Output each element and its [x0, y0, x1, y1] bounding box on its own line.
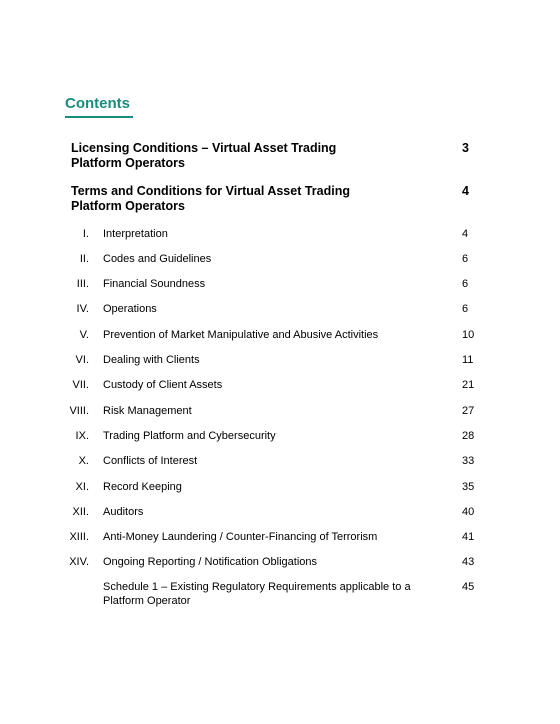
- heading-underline: [65, 116, 133, 118]
- toc-entry[interactable]: [0, 480, 560, 494]
- toc-entry-title: Record Keeping: [103, 481, 182, 493]
- toc-entry-number: IV.: [76, 303, 89, 315]
- toc-entry-title: Operations: [103, 303, 157, 315]
- contents-heading: Contents: [65, 95, 130, 112]
- toc-entry-title: Risk Management: [103, 405, 192, 417]
- toc-entry-number: I.: [82, 228, 89, 240]
- toc-entry-number: VII.: [72, 379, 89, 391]
- toc-entry-title: Trading Platform and Cybersecurity: [103, 430, 276, 442]
- toc-entry-page: 10: [462, 329, 475, 341]
- toc-entry-page: 6: [462, 303, 469, 315]
- toc-entry-title: Codes and Guidelines: [103, 253, 212, 265]
- toc-entry-title: Schedule 1 – Existing Regulatory Requirements applicable to a Platform Operator: [103, 581, 411, 607]
- toc-entry-page: 33: [462, 455, 475, 467]
- toc-entry-page: 4: [462, 228, 469, 240]
- toc-main-title: Licensing Conditions – Virtual Asset Trading Platform Operators: [71, 141, 337, 170]
- toc-entry-page: 21: [462, 379, 475, 391]
- toc-entry-number: III.: [76, 278, 89, 290]
- toc-entry-schedule[interactable]: [0, 581, 560, 609]
- toc-entry-number: XIII.: [69, 531, 89, 543]
- toc-entry-title: Dealing with Clients: [103, 354, 200, 366]
- toc-entry-title: Conflicts of Interest: [103, 455, 198, 467]
- toc-entry[interactable]: [0, 353, 560, 367]
- toc-entry-page: 11: [462, 354, 474, 366]
- toc-entry-number: VI.: [75, 354, 89, 366]
- toc-entry-number: VIII.: [69, 405, 89, 417]
- toc-entry[interactable]: [0, 227, 560, 241]
- toc-entry-title: Anti-Money Laundering / Counter-Financing of Terrorism: [103, 531, 378, 543]
- toc-entry-number: XII.: [72, 506, 89, 518]
- toc-entry[interactable]: [0, 277, 560, 291]
- toc-entry-page: 6: [462, 278, 469, 290]
- toc-entry-number: V.: [79, 329, 89, 341]
- toc-entry-title: Custody of Client Assets: [103, 379, 223, 391]
- toc-main-page: 3: [462, 141, 469, 155]
- toc-entry-title: Auditors: [103, 506, 144, 518]
- toc-entry-page: 27: [462, 405, 475, 417]
- toc-entry-title: Interpretation: [103, 228, 168, 240]
- toc-entry-number: IX.: [75, 430, 89, 442]
- toc-entry[interactable]: [0, 505, 560, 519]
- toc-main-page: 4: [462, 184, 469, 198]
- toc-entry[interactable]: [0, 530, 560, 544]
- toc-entry[interactable]: [0, 302, 560, 316]
- toc-entry-number: XI.: [75, 481, 89, 493]
- toc-entry-page: 43: [462, 556, 475, 568]
- toc-entry[interactable]: [0, 378, 560, 392]
- toc-entry[interactable]: [0, 404, 560, 418]
- toc-entry-title: Prevention of Market Manipulative and Abusive Activities: [103, 329, 379, 341]
- toc-entry-page: 40: [462, 506, 475, 518]
- toc-entry-page: 6: [462, 253, 469, 265]
- toc-entry-page: 28: [462, 430, 475, 442]
- toc-entry-page: 41: [462, 531, 475, 543]
- toc-entry[interactable]: [0, 328, 560, 342]
- toc-entry-page: 45: [462, 581, 475, 593]
- toc-entry[interactable]: [0, 429, 560, 443]
- toc-entry-number: XIV.: [69, 556, 89, 568]
- toc-main-title: Terms and Conditions for Virtual Asset Trading Platform Operators: [71, 184, 350, 213]
- toc-entry-title: Financial Soundness: [103, 278, 206, 290]
- toc-entry-title: Ongoing Reporting / Notification Obligations: [103, 556, 318, 568]
- toc-entry[interactable]: [0, 252, 560, 266]
- toc-entry-number: X.: [78, 455, 89, 467]
- toc-entry[interactable]: [0, 454, 560, 468]
- toc-entry[interactable]: [0, 555, 560, 569]
- toc-entry-number: II.: [79, 253, 89, 265]
- toc-entry-page: 35: [462, 481, 475, 493]
